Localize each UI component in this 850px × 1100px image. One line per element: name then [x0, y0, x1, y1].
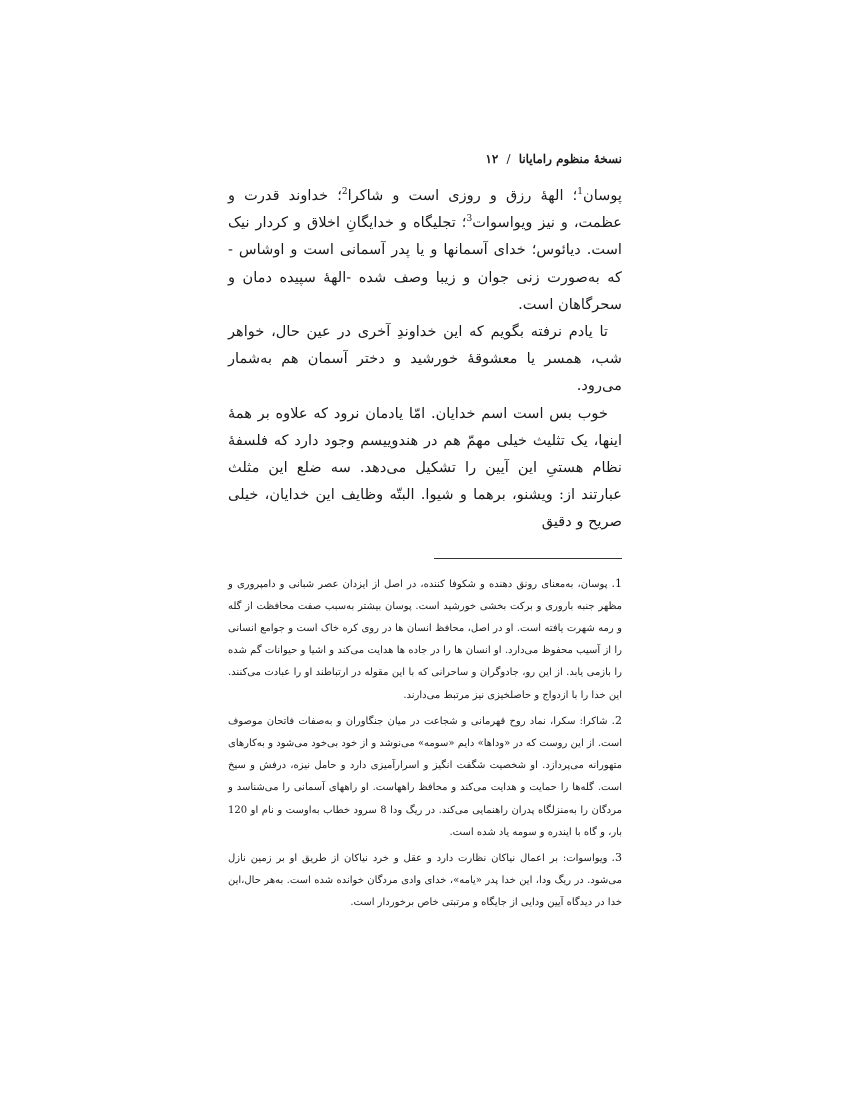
footnote-text: شاکرا: سکرا، نماد روح قهرمانی و شجاعت در میان جنگاوران و به‌صفات فاتحان موصوف است. از این روست که در «وداها» دایم «سومه» می‌نوشد و از خود بی‌خود می‌شود و به‌کارهای متهورانه می‌پردازد. او شخصیت شگفت انگیز و اسرارآمیزی دارد و حامل نیزه، درفش و سیخ است. گله‌ها را حمایت و هدایت می‌کند و محافظ راههاست. او راههای آسمانی را می‌شناسد و مردگان را به‌منزلگاه پدران راهنمایی می‌کند. در ریگ ودا 8 سرود خطاب به‌اوست و نام او 120 بار، و گاه با ایندره و سومه یاد شده است. — [228, 715, 623, 838]
footnote-number: 1. — [611, 576, 622, 590]
footnote-divider — [434, 558, 622, 559]
footnote-1 — [228, 573, 622, 707]
header-separator: / — [506, 152, 511, 166]
paragraph-3: خوب بس است اسم خدایان. امّا یادمان نرود که علاوه بر همهٔ اینها، یک تثلیث خیلی مهمّ هم در هندوییسم وجود دارد که فلسفهٔ نظام هستیِ این آیین را تشکیل می‌دهد. سه ضلع این مثلث عبارتند از: ویشنو، برهما و شیوا. البتّه وظایف این خدایان، خیلی صریح و دقیق — [228, 404, 622, 531]
running-header — [228, 150, 622, 168]
footnote-ref-2: 2 — [341, 187, 348, 198]
footnote-ref-1: 1 — [577, 187, 583, 198]
book-page — [228, 150, 622, 918]
footnote-text: پوسان، به‌معنای رونق دهنده و شکوفا کننده، در اصل از ایزدان عصر شبانی و دامپروری و مظهر جنبه باروری و برکت بخشی خورشید است. پوسان بیشتر به‌سبب صفت محافظت از گله و رمه شهرت یافته است. او در اصل، محافظ انسان ها در روی کره خاک است و جوامع انسانی را از آسیب محفوظ می‌دارد. او انسان ها را در جاده ها هدایت می‌کند و اشیا و حیوانات گم شده را بازمی یابد. از این رو، جادوگران و ساحرانی که با این مقوله در ارتباطند او را عبادت می‌کنند. این خدا را با ازدواج و حاصلخیزی نیز مرتبط می‌دارند. — [228, 578, 622, 701]
footnote-number: 2. — [611, 713, 622, 727]
footnote-text: ویواسوات: بر اعمال نیاکان نظارت دارد و عقل و خرد نیاکان از طریق او بر زمین نازل می‌شود. در ریگ ودا، این خدا پدر «یامه»، خدای وادی مردگان خوانده شده است. به‌هر حال،این خدا در دیدگاه آیین ودایی از جایگاه و مرتبتی خاص برخوردار است. — [228, 853, 622, 909]
footnote-3 — [228, 847, 622, 915]
paragraph-2: تا یادم نرفته بگویم که این خداوندِ آخری در عین حال، خواهر شب، همسر یا معشوقهٔ خورشید و دختر آسمان هم به‌شمار می‌رود. — [228, 323, 622, 395]
footnote-2 — [228, 710, 622, 844]
paragraph-1: پوسان$^1$؛ الههٔ رزق و روزی است و شاکرا$^2$؛ خداوند قدرت و عظمت، و نیز ویواسوات$^3$؛ تجلیگاه و خدایگانِ اخلاق و کردار نیک است. دیائوس؛ خدای آسمانها و یا پدر آسمانی است و اوشاس - که به‌صورت زنی جوان و زیبا وصف شده -الههٔ سپیده دمان و سحرگاهان است. — [228, 187, 622, 313]
main-text — [228, 182, 622, 536]
footnotes — [228, 573, 622, 915]
book-title: نسخهٔ منظوم رامایانا — [518, 152, 622, 166]
footnote-number: 3. — [611, 851, 622, 865]
footnote-ref-3: 3 — [466, 214, 473, 225]
page-number: ۱۲ — [485, 152, 499, 166]
